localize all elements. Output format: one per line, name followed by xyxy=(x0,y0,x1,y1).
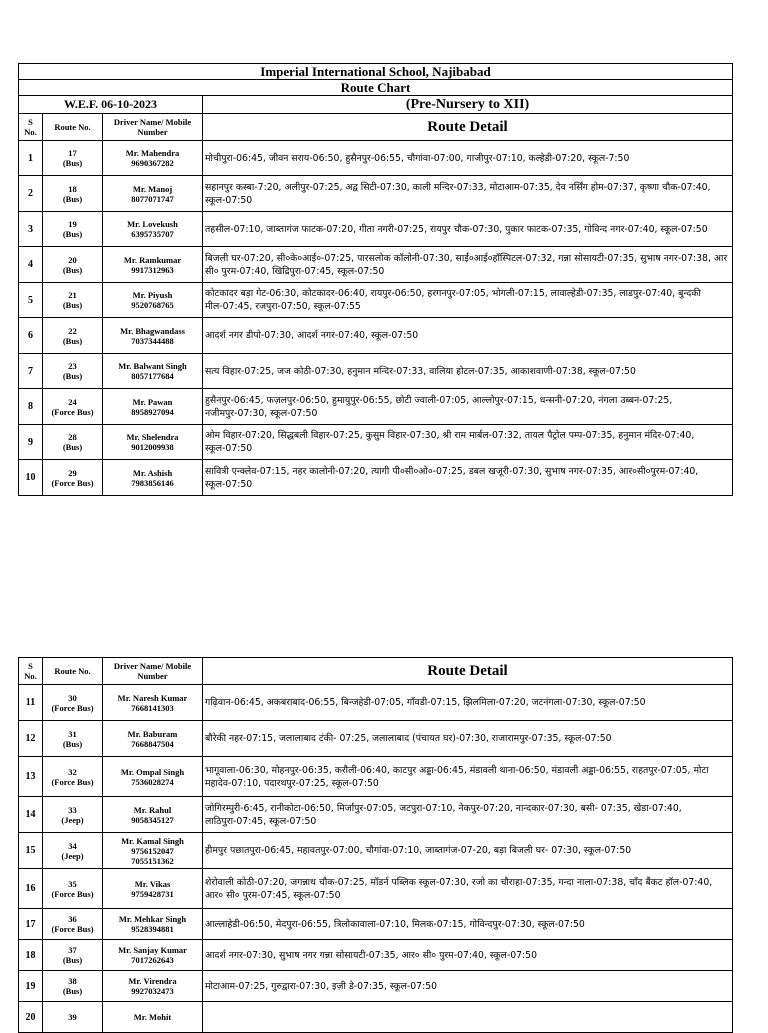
vehicle-type: (Force Bus) xyxy=(51,406,94,417)
driver-cell xyxy=(103,247,203,283)
driver-mobile: 7983856146 xyxy=(131,477,174,488)
table-row xyxy=(19,833,733,869)
driver-cell xyxy=(103,971,203,1002)
table-row xyxy=(19,1002,733,1033)
route-number: 33 xyxy=(68,804,77,815)
vehicle-type: (Bus) xyxy=(62,371,83,381)
route-number: 29 xyxy=(68,467,77,478)
table-row xyxy=(19,212,733,247)
driver-name: Mr. Ashish xyxy=(132,467,173,478)
driver-name: Mr. Mahendra xyxy=(125,148,180,158)
driver-cell xyxy=(103,1002,203,1033)
table-row xyxy=(19,685,733,721)
driver-header: Driver Name/ Mobile Number xyxy=(103,114,203,141)
driver-header: Driver Name/ Mobile Number xyxy=(103,658,203,685)
sno-cell: 7 xyxy=(19,354,43,389)
route-detail-cell: जोगिरम्पुरी-6:45, रानीकोटा-06:50, मिर्जापुर-07:05, जटपुरा-07:10, नेकपुर-07:20, नान्दकार-07:30, बसी- 07:35, खेडा-07:40, लाठिपुरा-07:45, स्कूल-07:50 xyxy=(203,797,733,833)
route-number: 30 xyxy=(68,692,77,703)
route-detail-cell xyxy=(203,1002,733,1033)
route-detail-cell: आदर्श नगर-07:30, सुभाष नगर गन्ना सोसायटी-07:35, आर० सी० पुरम-07:40, स्कूल-07:50 xyxy=(203,940,733,971)
route-detail-cell: बिजली घर-07:20, सी०के०आई०-07:25, पारसलोक कॉलोनी-07:30, साईं०आई०हॉस्पिटल-07:32, गन्ना सोसायटी-07:35, सुभाष नगर-07:38, आर सी० पुरम-07:40, खिद्रिपुरा-07:45, स्कूल-07:50 xyxy=(203,247,733,283)
sno-cell: 18 xyxy=(19,940,43,971)
sno-cell: 10 xyxy=(19,460,43,496)
sno-header: S No. xyxy=(19,658,43,685)
driver-name: Mr. Mohit xyxy=(133,1012,172,1022)
route-detail-cell: आल्लाहेडी-06:50, मेदपुरा-06:55, त्रिलोकावाला-07:10, मिलक-07:15, गोविन्दपुर-07:30, स्कूल-07:50 xyxy=(203,909,733,940)
route-number: 23 xyxy=(68,361,77,371)
driver-cell xyxy=(103,176,203,212)
vehicle-type: (Bus) xyxy=(62,986,83,996)
driver-mobile: 7668141303 xyxy=(131,702,174,713)
driver-name: Mr. Mehkar Singh xyxy=(118,914,187,924)
table-row xyxy=(19,721,733,757)
sno-cell: 6 xyxy=(19,318,43,354)
driver-mobile-2: 7055151362 xyxy=(131,855,174,866)
driver-name: Mr. Virendra xyxy=(128,976,177,986)
route-number: 36 xyxy=(68,914,77,924)
driver-name: Mr. Lovekush xyxy=(127,219,178,229)
driver-cell xyxy=(103,721,203,757)
header-row xyxy=(19,114,733,141)
driver-name: Mr. Ompal Singh xyxy=(120,766,185,777)
driver-mobile: 9012009938 xyxy=(131,442,174,452)
driver-mobile: 7017262643 xyxy=(131,955,174,965)
driver-name: Mr. Baburam xyxy=(127,728,178,739)
driver-cell xyxy=(103,940,203,971)
route-cell xyxy=(43,909,103,940)
route-detail-cell: सावित्री एन्क्लेव-07:15, नहर कालोनी-07:20, त्यागी पी०सी०ओ०-07:25, डबल खजूरी-07:30, सुभाष नगर-07:35, आर०सी०पुरम-07:40, स्कूल-07:50 xyxy=(203,460,733,496)
route-number: 24 xyxy=(68,396,77,407)
driver-name: Mr. Bhagwandass xyxy=(120,325,185,336)
route-number: 35 xyxy=(68,878,77,889)
sno-header: S No. xyxy=(19,114,43,141)
route-detail-cell: मोटाआम-07:25, गुरुद्वारा-07:30, इज़ी डे-07:35, स्कूल-07:50 xyxy=(203,971,733,1002)
vehicle-type: (Force Bus) xyxy=(51,477,94,488)
driver-mobile: 6395735707 xyxy=(131,229,174,239)
sno-cell: 15 xyxy=(19,833,43,869)
driver-mobile: 8077071747 xyxy=(131,193,174,204)
table-row xyxy=(19,909,733,940)
driver-mobile: 7037344488 xyxy=(131,335,174,346)
vehicle-type: (Jeep) xyxy=(61,850,84,861)
route-cell xyxy=(43,1002,103,1033)
route-detail-cell: गढ़िवान-06:45, अकबराबाद-06:55, बिन्जहेडी-07:05, गाँवडी-07:15, झिलमिला-07:20, जटनंगला-07:30, स्कूल-07:50 xyxy=(203,685,733,721)
route-detail-cell: कोटकादर बड़ा गेट-06:30, कोटकादर-06:40, रायपुर-06:50, हरगनपुर-07:05, भोगली-07:15, लावाल्हेडी-07:35, लाडपुर-07:40, बुन्दकी मील-07:45, रजपुरा-07:50, स्कूल-07:55 xyxy=(203,283,733,318)
table-row xyxy=(19,247,733,283)
sno-cell: 5 xyxy=(19,283,43,318)
sno-cell: 4 xyxy=(19,247,43,283)
driver-name: Mr. Manoj xyxy=(132,183,173,194)
driver-name: Mr. Rahul xyxy=(133,804,172,815)
route-number: 28 xyxy=(68,432,77,442)
table-row xyxy=(19,869,733,909)
driver-cell xyxy=(103,460,203,496)
route-detail-cell: शेरोवाली कोठी-07:20, जगन्नाथ चौक-07:25, मॉडर्न पब्लिक स्कूल-07:30, रजो का चौराहा-07:35, गन्दा नाला-07:38, चाँद बैंकट हॉल-07:40, आर० सी० पुरम-07:45, स्कूल-07:50 xyxy=(203,869,733,909)
route-chart-table-1 xyxy=(18,63,733,496)
vehicle-type: (Force Bus) xyxy=(51,702,94,713)
route-cell xyxy=(43,940,103,971)
sno-cell: 2 xyxy=(19,176,43,212)
route-chart-table-2 xyxy=(18,657,733,1033)
driver-mobile: 9759428731 xyxy=(131,888,174,899)
sno-cell: 16 xyxy=(19,869,43,909)
driver-mobile: 8057177684 xyxy=(131,371,174,381)
route-detail-cell: भागूवाला-06:30, मोहनपुर-06:35, करौली-06:40, काटपुर अड्डा-06:45, मंडावली थाना-06:50, मंडावली अड्डा-06:55, राहतपुर-07:05, मोटा महादेव-07:10, पदारथपुर-07:25, स्कूल-07:50 xyxy=(203,757,733,797)
route-cell xyxy=(43,971,103,1002)
route-no-header: Route No. xyxy=(43,658,103,685)
route-detail-cell: हीमपुर पछातपुरा-06:45, महावतपुर-07:00, चौगांवा-07:10, जाब्तागंज-07-20, बड़ा बिजली घर- 07:30, स्कूल-07:50 xyxy=(203,833,733,869)
route-cell xyxy=(43,425,103,460)
sno-cell: 3 xyxy=(19,212,43,247)
vehicle-type: (Bus) xyxy=(62,264,83,275)
driver-mobile: 9690367282 xyxy=(131,158,174,168)
route-detail-cell: बौरेकी नहर-07:15, जलालाबाद टंकी- 07:25, जलालाबाद (पंचायत घर)-07:30, राजारामपुर-07:35, स्कूल-07:50 xyxy=(203,721,733,757)
header-row xyxy=(19,658,733,685)
driver-name: Mr. Balwant Singh xyxy=(118,361,187,371)
route-cell xyxy=(43,318,103,354)
driver-cell xyxy=(103,685,203,721)
driver-mobile: 8958927094 xyxy=(131,406,174,417)
table-row xyxy=(19,460,733,496)
driver-mobile: 9917312963 xyxy=(131,264,174,275)
table-row xyxy=(19,176,733,212)
table-row xyxy=(19,425,733,460)
driver-cell xyxy=(103,797,203,833)
wef-row xyxy=(19,96,733,114)
route-detail-cell: हुसैनपुर-06:45, फज़लपुर-06:50, हुमायुपुर-06:55, छोटी ज्वाली-07:05, आल्लोपुर-07:15, धन्सनी-07:20, नंगला उब्बन-07:25, नजीमपुर-07:30, स्कूल-07:50 xyxy=(203,389,733,425)
driver-cell xyxy=(103,757,203,797)
table-row xyxy=(19,797,733,833)
table-row xyxy=(19,757,733,797)
driver-mobile: 7536028274 xyxy=(131,776,174,787)
route-number: 22 xyxy=(68,325,77,336)
chart-title: Route Chart xyxy=(19,80,733,96)
class-range: (Pre-Nursery to XII) xyxy=(203,96,733,114)
table-row xyxy=(19,940,733,971)
route-number: 20 xyxy=(68,254,77,265)
route-number: 18 xyxy=(68,183,77,194)
route-cell xyxy=(43,389,103,425)
table-row xyxy=(19,354,733,389)
route-number: 34 xyxy=(68,840,77,851)
table-row xyxy=(19,389,733,425)
driver-cell xyxy=(103,869,203,909)
sno-cell: 20 xyxy=(19,1002,43,1033)
route-cell xyxy=(43,212,103,247)
driver-mobile: 9756152047 xyxy=(131,845,174,856)
sno-cell: 17 xyxy=(19,909,43,940)
driver-name: Mr. Vikas xyxy=(134,878,171,889)
driver-mobile: 9528394881 xyxy=(131,924,174,934)
route-detail-cell: सहानपुर कस्बा-7:20, अलीपुर-07:25, अद्व सिटी-07:30, काली मन्दिर-07:33, मोटाआम-07:35, देव नर्सिंग होम-07:37, कृष्णा चौक-07:40, स्कूल-07:50 xyxy=(203,176,733,212)
route-no-header: Route No. xyxy=(43,114,103,141)
route-cell xyxy=(43,869,103,909)
sno-cell: 13 xyxy=(19,757,43,797)
driver-cell xyxy=(103,212,203,247)
vehicle-type: (Bus) xyxy=(62,738,83,749)
driver-mobile: 9520768765 xyxy=(131,300,174,310)
vehicle-type: (Bus) xyxy=(62,300,83,310)
route-cell xyxy=(43,721,103,757)
vehicle-type: (Bus) xyxy=(62,442,83,452)
route-number: 38 xyxy=(68,976,77,986)
route-cell xyxy=(43,141,103,176)
route-detail-cell: ओम विहार-07:20, सिद्धबली विहार-07:25, कुसुम विहार-07:30, श्री राम मार्बल-07:32, तायल पैट्रोल पम्प-07:35, हनुमान मंदिर-07:40, स्कूल-07:50 xyxy=(203,425,733,460)
wef-date: W.E.F. 06-10-2023 xyxy=(19,96,203,114)
sno-cell: 8 xyxy=(19,389,43,425)
vehicle-type: (Force Bus) xyxy=(51,888,94,899)
route-detail-cell: सत्य विहार-07:25, जज कोठी-07:30, हनुमान मन्दिर-07:33, वालिया होटल-07:35, आकाशवाणी-07:38, स्कूल-07:50 xyxy=(203,354,733,389)
route-number: 17 xyxy=(68,148,77,158)
sno-cell: 12 xyxy=(19,721,43,757)
route-number: 31 xyxy=(68,728,77,739)
vehicle-type: (Bus) xyxy=(62,158,83,168)
driver-cell xyxy=(103,909,203,940)
sno-cell: 9 xyxy=(19,425,43,460)
vehicle-type: (Jeep) xyxy=(61,814,84,825)
vehicle-type: (Force Bus) xyxy=(51,776,94,787)
driver-name: Mr. Naresh Kumar xyxy=(117,692,188,703)
chart-title-row xyxy=(19,80,733,96)
route-cell xyxy=(43,176,103,212)
route-number: 19 xyxy=(68,219,77,229)
driver-mobile: 9058345127 xyxy=(131,814,174,825)
sno-cell: 19 xyxy=(19,971,43,1002)
route-detail-header: Route Detail xyxy=(203,658,733,685)
driver-cell xyxy=(103,283,203,318)
driver-name: Mr. Shelendra xyxy=(126,432,179,442)
route-detail-header: Route Detail xyxy=(203,114,733,141)
school-title-row xyxy=(19,64,733,80)
table-row xyxy=(19,318,733,354)
route-detail-cell: आदर्श नगर डीपो-07:30, आदर्श नगर-07:40, स्कूल-07:50 xyxy=(203,318,733,354)
route-number: 37 xyxy=(68,945,77,955)
vehicle-type: (Bus) xyxy=(62,193,83,204)
driver-cell xyxy=(103,833,203,869)
table-row xyxy=(19,141,733,176)
route-number: 39 xyxy=(68,1012,77,1022)
driver-cell xyxy=(103,141,203,176)
vehicle-type: (Force Bus) xyxy=(51,924,94,934)
driver-cell xyxy=(103,318,203,354)
route-cell xyxy=(43,757,103,797)
sno-cell: 1 xyxy=(19,141,43,176)
route-cell xyxy=(43,460,103,496)
driver-cell xyxy=(103,425,203,460)
driver-name: Mr. Sanjay Kumar xyxy=(118,945,187,955)
vehicle-type: (Bus) xyxy=(62,955,83,965)
driver-name: Mr. Kamal Singh xyxy=(121,835,184,846)
sno-cell: 14 xyxy=(19,797,43,833)
driver-mobile: 9927032473 xyxy=(131,986,174,996)
driver-name: Mr. Pawan xyxy=(132,396,173,407)
route-detail-cell: तहसील-07:10, जाब्तागंज फाटक-07:20, गीता नगरी-07:25, रायपुर चौक-07:30, पुकार फाटक-07:35, गोविन्द नगर-07:40, स्कूल-07:50 xyxy=(203,212,733,247)
route-detail-cell: मोचीपुरा-06:45, जीवन सराय-06:50, हुसैनपुर-06:55, चौगांवा-07:00, गाजीपुर-07:10, कल्हेडी-07:20, स्कूल-7:50 xyxy=(203,141,733,176)
route-cell xyxy=(43,247,103,283)
route-number: 21 xyxy=(68,290,77,300)
school-title: Imperial International School, Najibabad xyxy=(19,64,733,80)
route-cell xyxy=(43,283,103,318)
table-row xyxy=(19,971,733,1002)
route-cell xyxy=(43,354,103,389)
route-cell xyxy=(43,797,103,833)
driver-name: Mr. Ramkumar xyxy=(123,254,182,265)
route-number: 32 xyxy=(68,766,77,777)
driver-cell xyxy=(103,389,203,425)
route-cell xyxy=(43,685,103,721)
vehicle-type: (Bus) xyxy=(62,229,83,239)
vehicle-type: (Bus) xyxy=(62,335,83,346)
route-cell xyxy=(43,833,103,869)
driver-name: Mr. Piyush xyxy=(132,290,173,300)
driver-cell xyxy=(103,354,203,389)
table-row xyxy=(19,283,733,318)
sno-cell: 11 xyxy=(19,685,43,721)
driver-mobile: 7668847504 xyxy=(131,738,174,749)
